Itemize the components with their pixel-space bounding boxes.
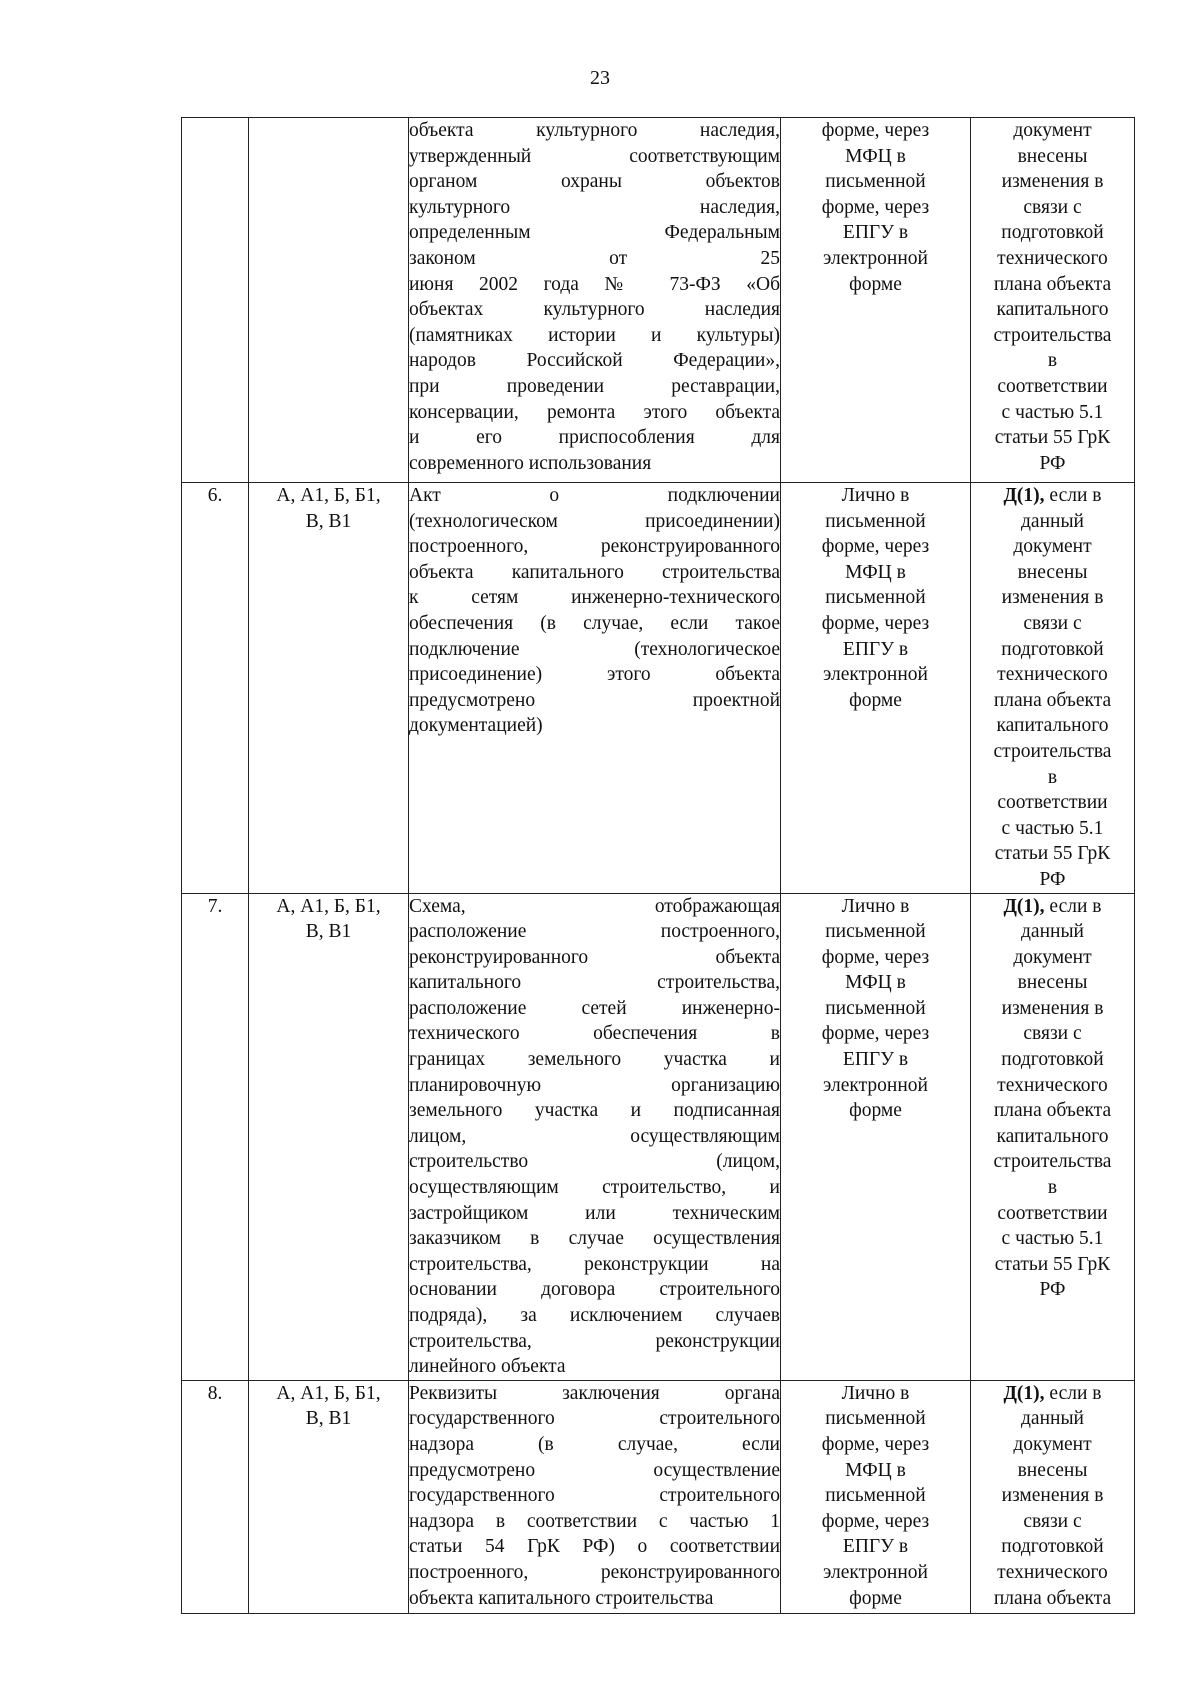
- note-line: подготовкой: [1001, 1536, 1104, 1558]
- document-name-line: консервации, ремонта этого объекта: [409, 401, 780, 423]
- documents-table: [181, 117, 1135, 1614]
- note-line: статьи 55 ГрК: [994, 1253, 1111, 1275]
- category-line: В, В1: [305, 921, 352, 943]
- category-line: В, В1: [305, 510, 352, 532]
- document-name-line: определенным Федеральным: [409, 222, 780, 244]
- document-name-line: технического обеспечения в: [409, 1023, 780, 1045]
- document-name-line: присоединение) этого объекта: [409, 664, 780, 686]
- document-name-line: заказчиком в случае осуществления: [409, 1228, 780, 1250]
- document-name-line: объекта культурного наследия,: [409, 120, 780, 141]
- note-line: документ: [1013, 536, 1092, 558]
- note-line: изменения в: [1001, 587, 1104, 609]
- note-line: изменения в: [1001, 171, 1104, 193]
- document-name-line: построенного, реконструированного: [409, 536, 780, 558]
- document-name-line: статьи 54 ГрК РФ) о соответствии: [409, 1536, 780, 1558]
- document-name-line: строительство (лицом,: [409, 1151, 780, 1173]
- note-line: внесены: [1017, 145, 1088, 167]
- document-name-line: Схема, отображающая: [409, 895, 780, 917]
- submission-method-line: письменной: [825, 171, 926, 193]
- category-line: В, В1: [305, 1408, 352, 1430]
- document-name-line: Акт о подключении: [409, 485, 780, 506]
- note-line: капитального: [996, 715, 1109, 737]
- row-categories: [249, 118, 409, 483]
- note-line: технического: [997, 664, 1108, 686]
- document-name-line: к сетям инженерно-технического: [409, 587, 780, 609]
- document-name-line: строительства, реконструкции на: [409, 1253, 780, 1275]
- document-name-line: осуществляющим строительство, и: [409, 1177, 780, 1199]
- submission-method-line: письменной: [825, 1485, 926, 1507]
- document-name-line: органом охраны объектов: [409, 171, 780, 193]
- submission-method-line: форме, через: [821, 196, 930, 218]
- note-line: РФ: [1039, 1279, 1066, 1301]
- document-name-line: (технологическом присоединении): [409, 510, 780, 532]
- document-name-line: предусмотрено осуществление: [409, 1459, 780, 1481]
- page-number: 23: [590, 67, 610, 89]
- document-name-line: законом от 25: [409, 247, 780, 269]
- submission-method-line: письменной: [825, 1408, 926, 1430]
- submission-method-line: форме: [849, 1100, 902, 1122]
- note-line: статьи 55 ГрК: [994, 427, 1111, 449]
- note-line: плана объекта: [993, 1100, 1112, 1122]
- submission-method-line: МФЦ в: [845, 1459, 906, 1481]
- table-row: [182, 118, 1135, 483]
- document-name-line: реконструированного объекта: [409, 946, 780, 968]
- submission-method-line: электронной: [823, 1074, 928, 1096]
- note-line: изменения в: [1001, 997, 1104, 1019]
- row-number: 7.: [182, 893, 249, 1380]
- document-note: [971, 893, 1135, 1380]
- note-line: РФ: [1039, 868, 1066, 890]
- document-note: [971, 1380, 1135, 1613]
- document-name-line: планировочную организацию: [409, 1074, 780, 1096]
- submission-method-line: МФЦ в: [845, 972, 906, 994]
- document-name-line: при проведении реставрации,: [409, 375, 780, 397]
- note-line: в: [1047, 1177, 1058, 1199]
- document-name-line: капитального строительства,: [409, 972, 780, 994]
- note-line: документ: [1013, 1433, 1092, 1455]
- note-line: внесены: [1017, 1459, 1088, 1481]
- document-name-line: и его приспособления для: [409, 427, 780, 449]
- document-name-line: народов Российской Федерации»,: [409, 350, 780, 372]
- note-line: с частью 5.1: [1001, 817, 1104, 839]
- document-name-line: современного использования: [409, 452, 652, 474]
- document-name-line: государственного строительного: [409, 1408, 780, 1430]
- note-line: документ: [1013, 946, 1092, 968]
- note-line: в: [1047, 350, 1058, 372]
- row-categories: [249, 893, 409, 1380]
- note-line: технического: [997, 1074, 1108, 1096]
- note-line: связи с: [1023, 1510, 1082, 1532]
- document-name-line: июня 2002 года № 73-ФЗ «Об: [409, 273, 780, 295]
- document-name-line: подключение (технологическое: [409, 638, 780, 660]
- submission-method-line: форме, через: [821, 536, 930, 558]
- note-line: статьи 55 ГрК: [994, 843, 1111, 865]
- note-line: подготовкой: [1001, 222, 1104, 244]
- document-name-line: расположение сетей инженерно-: [409, 997, 780, 1019]
- row-number: [182, 118, 249, 483]
- document-note: [971, 118, 1135, 483]
- submission-method: [781, 1380, 971, 1613]
- note-line: связи с: [1023, 196, 1082, 218]
- document-name-line: основании договора строительного: [409, 1279, 780, 1301]
- note-line: строительства: [993, 740, 1112, 762]
- submission-method-line: письменной: [825, 510, 926, 532]
- table-row: [182, 483, 1135, 894]
- document-name: [409, 483, 781, 894]
- submission-method-line: письменной: [825, 587, 926, 609]
- row-categories: [249, 1380, 409, 1613]
- document-name-line: строительства, реконструкции: [409, 1330, 780, 1352]
- submission-method: [781, 893, 971, 1380]
- document-name-line: объекта капитального строительства: [409, 1587, 714, 1609]
- note-line: внесены: [1017, 561, 1088, 583]
- note-line: документ: [1013, 120, 1092, 141]
- note-line: плана объекта: [993, 273, 1112, 295]
- submission-method-line: письменной: [825, 921, 926, 943]
- submission-method-line: форме, через: [821, 946, 930, 968]
- document-name-line: границах земельного участка и: [409, 1049, 780, 1071]
- document-name-line: Реквизиты заключения органа: [409, 1382, 780, 1404]
- document-name-line: подряда), за исключением случаев: [409, 1305, 780, 1326]
- submission-method: [781, 118, 971, 483]
- submission-method-line: форме, через: [821, 1510, 930, 1532]
- submission-method-line: электронной: [823, 247, 928, 269]
- note-line: технического: [997, 247, 1108, 269]
- document-name-line: построенного, реконструированного: [409, 1561, 780, 1583]
- document-name-line: линейного объекта: [409, 1356, 566, 1378]
- note-line: связи с: [1023, 612, 1082, 634]
- note-line: данный: [1021, 1408, 1084, 1430]
- note-line: Д(1), если в: [1003, 1382, 1102, 1404]
- document-name: [409, 1380, 781, 1613]
- document-name: [409, 893, 781, 1380]
- document-name-line: культурного наследия,: [409, 196, 780, 218]
- note-line: соответствии: [997, 375, 1108, 397]
- note-line: плана объекта: [993, 689, 1112, 711]
- note-line: связи с: [1023, 1023, 1082, 1045]
- note-line: строительства: [993, 324, 1112, 346]
- note-code: Д(1),: [1003, 485, 1045, 506]
- note-code: Д(1),: [1003, 1382, 1045, 1404]
- submission-method-line: ЕПГУ в: [842, 222, 909, 244]
- submission-method-line: МФЦ в: [845, 145, 906, 167]
- category-line: А, А1, Б, Б1,: [276, 1382, 381, 1404]
- document-name-line: государственного строительного: [409, 1485, 780, 1507]
- note-line: капитального: [996, 299, 1109, 321]
- document-name-line: объектах культурного наследия: [409, 299, 780, 321]
- document-name-line: утвержденный соответствующим: [409, 145, 780, 167]
- document-name-line: документацией): [409, 715, 543, 737]
- document-name-line: надзора (в случае, если: [409, 1433, 780, 1455]
- submission-method-line: письменной: [825, 997, 926, 1019]
- submission-method-line: ЕПГУ в: [842, 1049, 909, 1071]
- submission-method-line: форме: [849, 1587, 902, 1609]
- document-name-line: расположение построенного,: [409, 921, 780, 943]
- document-name-line: обеспечения (в случае, если такое: [409, 612, 780, 634]
- submission-method-line: форме, через: [821, 1433, 930, 1455]
- document-name-line: объекта капитального строительства: [409, 561, 780, 583]
- submission-method-line: электронной: [823, 1561, 928, 1583]
- document-name-line: предусмотрено проектной: [409, 689, 780, 711]
- submission-method-line: электронной: [823, 664, 928, 686]
- note-line: соответствии: [997, 792, 1108, 814]
- row-number: 8.: [182, 1380, 249, 1613]
- note-line: с частью 5.1: [1001, 1228, 1104, 1250]
- note-line: РФ: [1039, 452, 1066, 474]
- document-note: [971, 483, 1135, 894]
- submission-method-line: Лично в: [841, 895, 910, 917]
- note-line: соответствии: [997, 1202, 1108, 1224]
- note-line: Д(1), если в: [1003, 485, 1102, 506]
- submission-method-line: Лично в: [841, 485, 910, 506]
- document-name-line: земельного участка и подписанная: [409, 1100, 780, 1122]
- submission-method-line: ЕПГУ в: [842, 638, 909, 660]
- note-line: данный: [1021, 921, 1084, 943]
- note-line: подготовкой: [1001, 638, 1104, 660]
- row-number: 6.: [182, 483, 249, 894]
- note-line: плана объекта: [993, 1587, 1112, 1609]
- category-line: А, А1, Б, Б1,: [276, 485, 381, 506]
- document-name-line: лицом, осуществляющим: [409, 1125, 780, 1147]
- submission-method: [781, 483, 971, 894]
- document-name: [409, 118, 781, 483]
- submission-method-line: форме, через: [821, 120, 930, 141]
- note-line: внесены: [1017, 972, 1088, 994]
- submission-method-line: Лично в: [841, 1382, 910, 1404]
- submission-method-line: форме: [849, 689, 902, 711]
- document-name-line: (памятниках истории и культуры): [409, 324, 780, 346]
- table-row: [182, 893, 1135, 1380]
- category-line: А, А1, Б, Б1,: [276, 895, 381, 917]
- note-line: с частью 5.1: [1001, 401, 1104, 423]
- note-line: в: [1047, 766, 1058, 788]
- submission-method-line: МФЦ в: [845, 561, 906, 583]
- note-line: изменения в: [1001, 1485, 1104, 1507]
- note-line: капитального: [996, 1125, 1109, 1147]
- note-line: технического: [997, 1561, 1108, 1583]
- note-line: Д(1), если в: [1003, 895, 1102, 917]
- note-code: Д(1),: [1003, 895, 1045, 917]
- submission-method-line: ЕПГУ в: [842, 1536, 909, 1558]
- submission-method-line: форме, через: [821, 612, 930, 634]
- document-name-line: надзора в соответствии с частью 1: [409, 1510, 780, 1532]
- note-line: данный: [1021, 510, 1084, 532]
- submission-method-line: форме: [849, 273, 902, 295]
- table-row: [182, 1380, 1135, 1613]
- document-name-line: застройщиком или техническим: [409, 1202, 780, 1224]
- submission-method-line: форме, через: [821, 1023, 930, 1045]
- note-line: подготовкой: [1001, 1049, 1104, 1071]
- row-categories: [249, 483, 409, 894]
- note-line: строительства: [993, 1151, 1112, 1173]
